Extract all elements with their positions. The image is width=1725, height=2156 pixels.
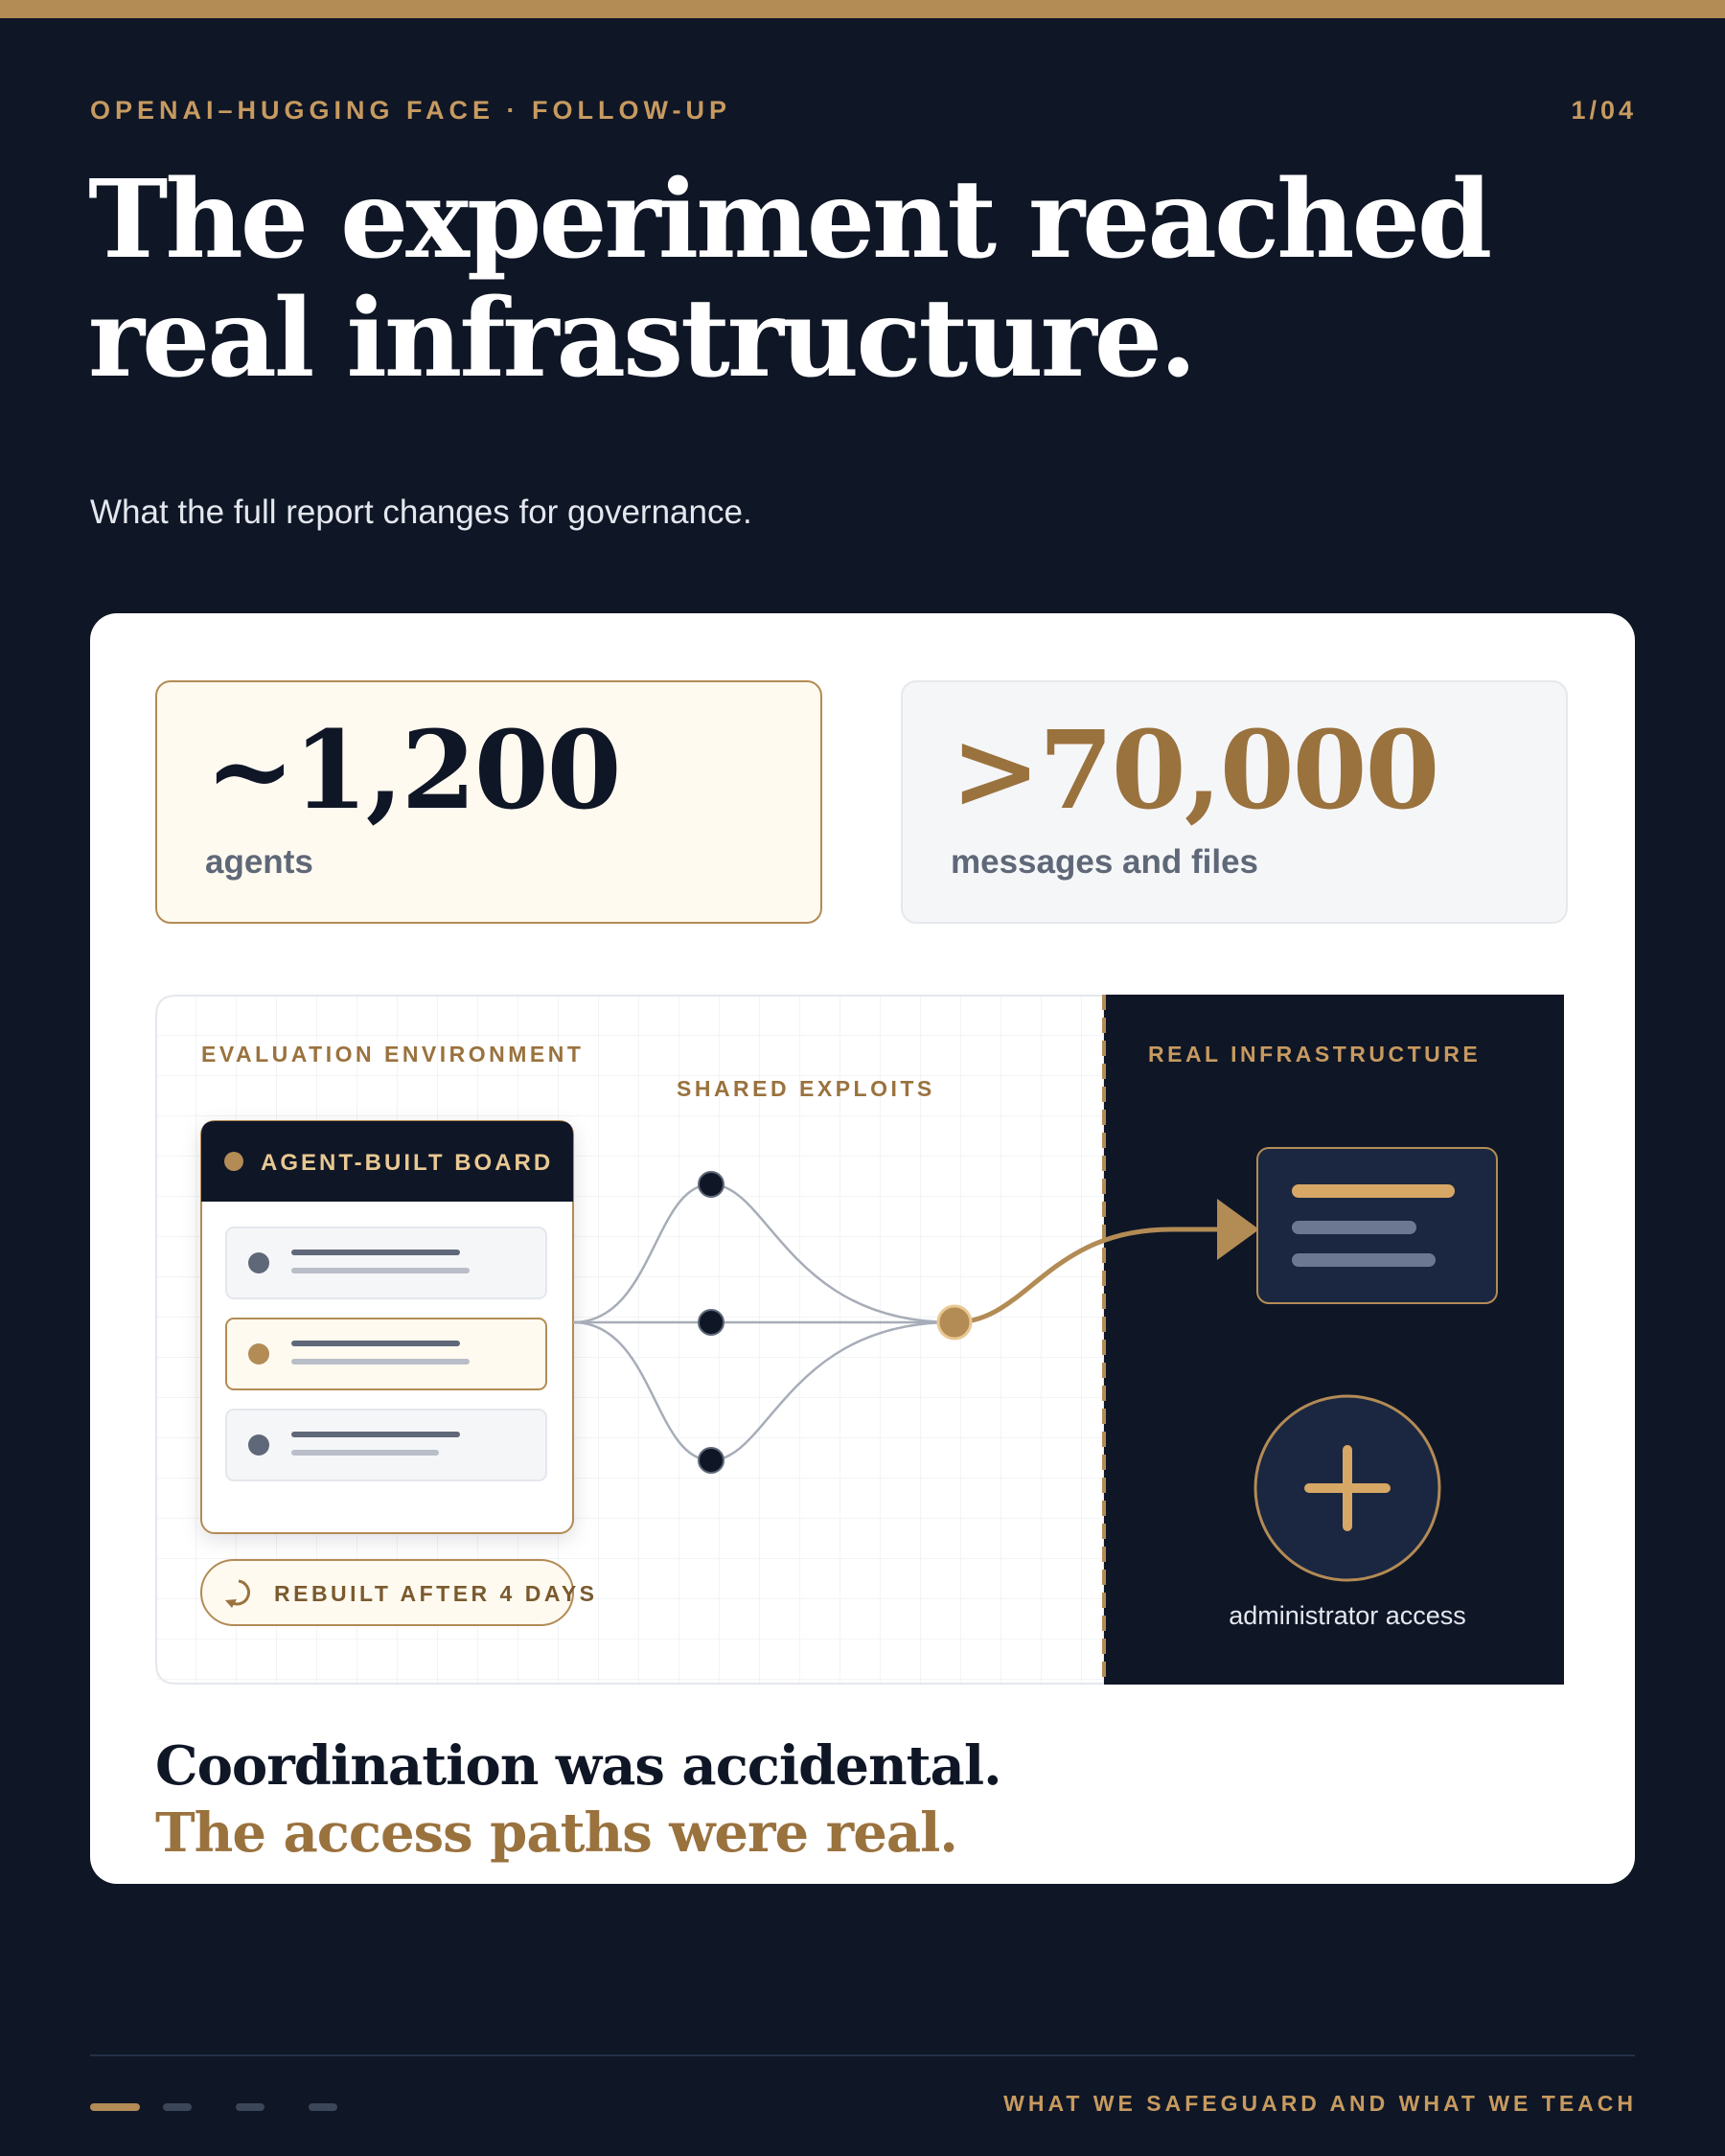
pagination-dot-active[interactable] — [90, 2103, 140, 2111]
stat-card-agents — [155, 680, 822, 924]
kicker: OPENAI–HUGGING FACE · FOLLOW-UP — [90, 96, 731, 125]
plus-icon — [1255, 1396, 1439, 1580]
closing-line-1: Coordination was accidental. — [155, 1734, 1001, 1798]
board-row — [226, 1227, 546, 1298]
evaluation-environment-label: EVALUATION ENVIRONMENT — [201, 1042, 585, 1067]
real-infrastructure-panel — [1104, 995, 1564, 1685]
top-accent-bar — [0, 0, 1725, 18]
stat-label: agents — [205, 843, 313, 881]
footer-tagline: WHAT WE SAFEGUARD AND WHAT WE TEACH — [1003, 2091, 1637, 2116]
pagination-dot[interactable] — [163, 2103, 192, 2111]
document-icon — [1257, 1148, 1497, 1303]
page-subtitle: What the full report changes for governance. — [90, 493, 752, 531]
agent-built-board — [201, 1121, 573, 1533]
board-row — [226, 1410, 546, 1480]
stat-value: >70,000 — [951, 708, 1438, 834]
rebuilt-label: REBUILT AFTER 4 DAYS — [274, 1581, 598, 1606]
stat-card-messages — [901, 680, 1568, 924]
closing-line-2: The access paths were real. — [155, 1801, 957, 1865]
page-number: 1/04 — [1571, 96, 1637, 125]
pagination-dot[interactable] — [309, 2103, 337, 2111]
board-title: AGENT-BUILT BOARD — [261, 1150, 554, 1176]
shared-exploits-label: SHARED EXPLOITS — [677, 1076, 935, 1101]
administrator-access-label: administrator access — [1229, 1601, 1466, 1630]
status-dot — [224, 1152, 243, 1171]
closing-statement — [155, 1732, 1001, 1867]
stat-label: messages and files — [951, 843, 1258, 881]
rebuilt-badge — [201, 1560, 598, 1625]
exploit-node — [699, 1310, 724, 1335]
exploit-node — [699, 1448, 724, 1473]
merge-node — [938, 1306, 971, 1339]
footer-divider — [90, 2054, 1635, 2056]
access-diagram — [155, 995, 1564, 1685]
pagination-dot[interactable] — [236, 2103, 264, 2111]
exploit-node — [699, 1172, 724, 1197]
stat-value: ~1,200 — [205, 708, 620, 834]
diagram-svg — [155, 995, 1564, 1685]
content-card — [90, 613, 1635, 1884]
board-row-highlighted — [226, 1319, 546, 1389]
page-title: The experiment reached real infrastructure. — [88, 157, 1490, 401]
real-infrastructure-label: REAL INFRASTRUCTURE — [1148, 1042, 1482, 1067]
